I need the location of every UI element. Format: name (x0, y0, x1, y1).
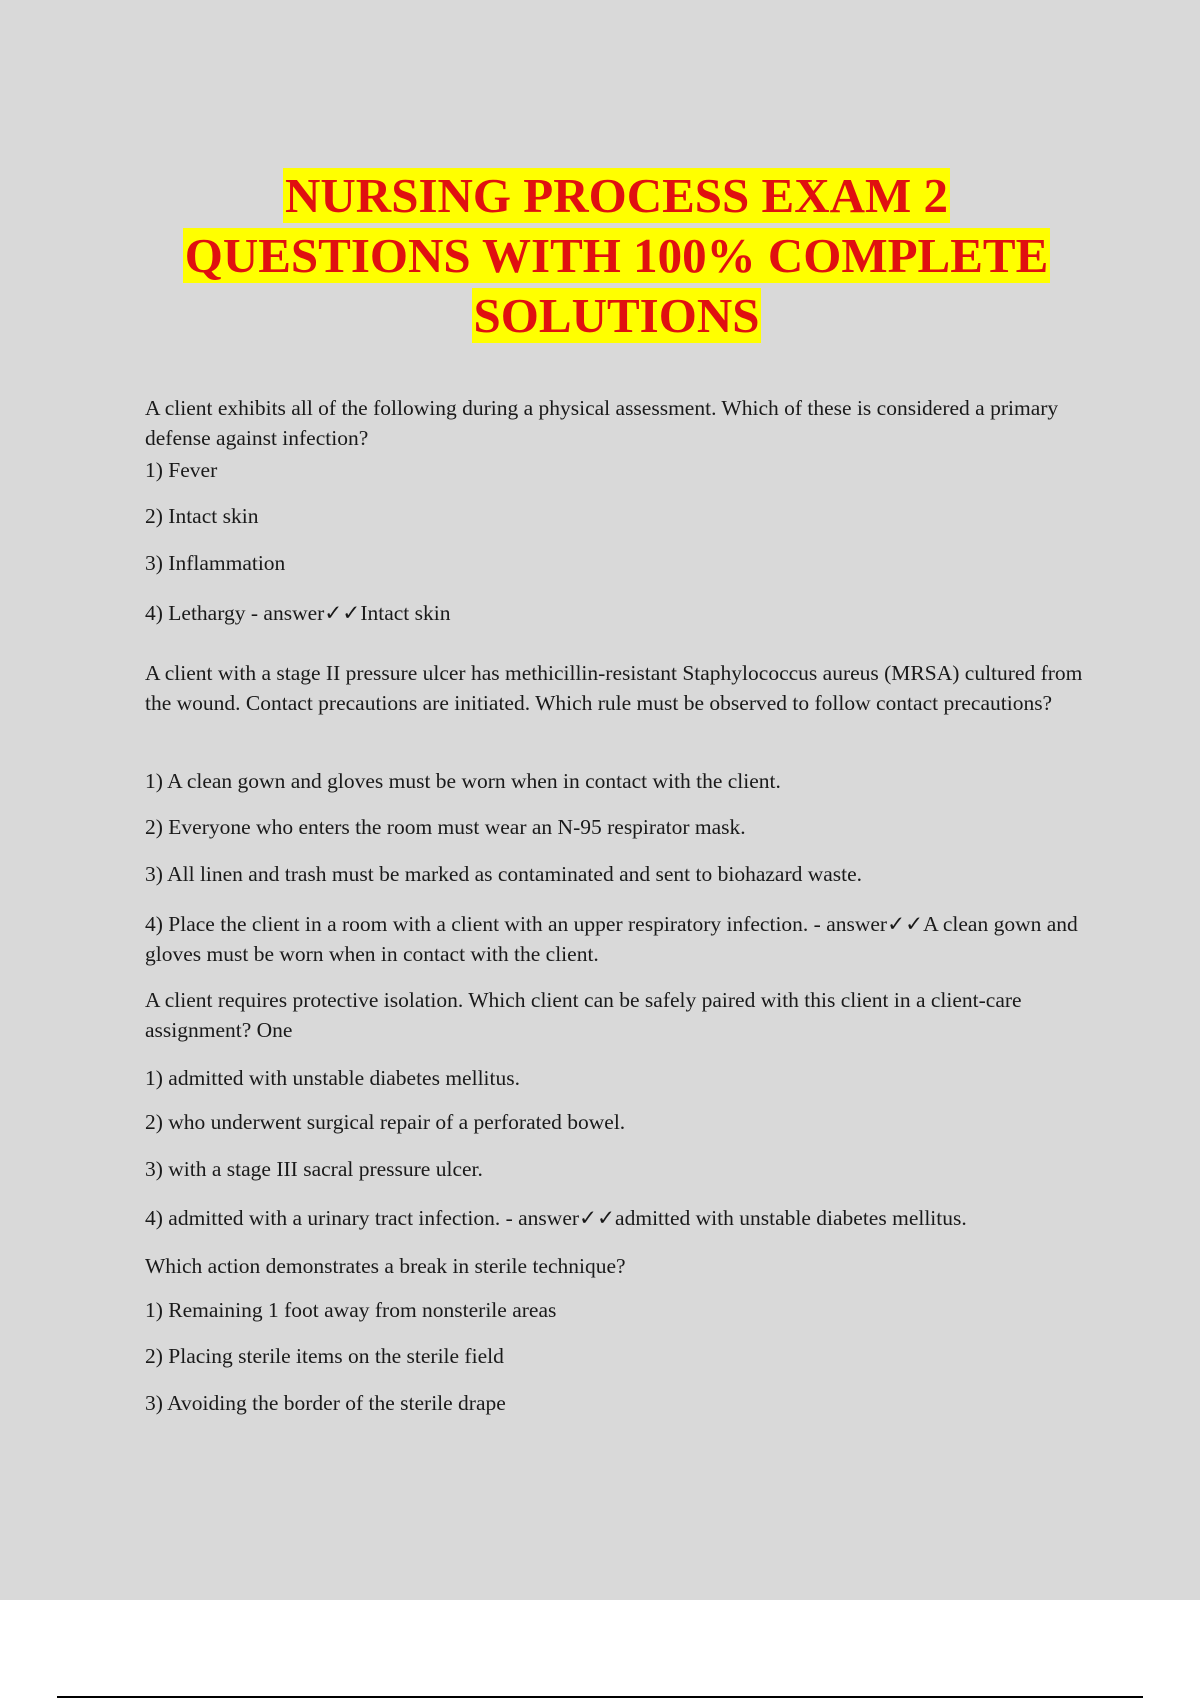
document-title (0, 166, 1200, 346)
question-3-option-4-answer: 4) admitted with a urinary tract infection. - answer✓✓admitted with unstable diabetes mellitus. (145, 1206, 967, 1230)
question-3-option-2: 2) who underwent surgical repair of a perforated bowel. (145, 1110, 626, 1134)
question-1-stem: A client exhibits all of the following during a physical assessment. Which of these is considered a primary defense against infection? (145, 396, 1059, 450)
question-2-option-4-answer: 4) Place the client in a room with a client with an upper respiratory infection. - answer✓✓A clean gown and gloves must be worn when in contact with the client. (145, 912, 1078, 966)
question-1-option-1: 1) Fever (145, 458, 218, 482)
title-line-1: NURSING PROCESS EXAM 2 (285, 168, 948, 223)
question-4-option-3: 3) Avoiding the border of the sterile drape (145, 1391, 506, 1415)
question-4-option-2: 2) Placing sterile items on the sterile field (145, 1344, 504, 1368)
question-1-option-3: 3) Inflammation (145, 551, 286, 575)
question-1-option-2: 2) Intact skin (145, 504, 259, 528)
question-2-stem: A client with a stage II pressure ulcer has methicillin-resistant Staphylococcus aureus (MRSA) cultured from the wound. Contact precautions are initiated. Which rule must be observed to follow contact precautions? (145, 661, 1083, 715)
question-1-option-4-answer: 4) Lethargy - answer✓✓Intact skin (145, 601, 451, 625)
question-2-option-3: 3) All linen and trash must be marked as contaminated and sent to biohazard waste. (145, 862, 863, 886)
question-2-option-1: 1) A clean gown and gloves must be worn when in contact with the client. (145, 769, 781, 793)
question-2-option-2: 2) Everyone who enters the room must wear an N-95 respirator mask. (145, 815, 746, 839)
question-4-stem: Which action demonstrates a break in sterile technique? (145, 1254, 626, 1278)
title-line-2: QUESTIONS WITH 100% COMPLETE (184, 228, 1049, 283)
question-4-option-1: 1) Remaining 1 foot away from nonsterile areas (145, 1298, 557, 1322)
title-line-3: SOLUTIONS (473, 288, 760, 343)
footer-divider (57, 1696, 1143, 1698)
question-3-option-3: 3) with a stage III sacral pressure ulcer. (145, 1157, 483, 1181)
question-3-stem: A client requires protective isolation. Which client can be safely paired with this client in a client-care assignment? One (145, 988, 1022, 1042)
question-3-option-1: 1) admitted with unstable diabetes mellitus. (145, 1066, 520, 1090)
